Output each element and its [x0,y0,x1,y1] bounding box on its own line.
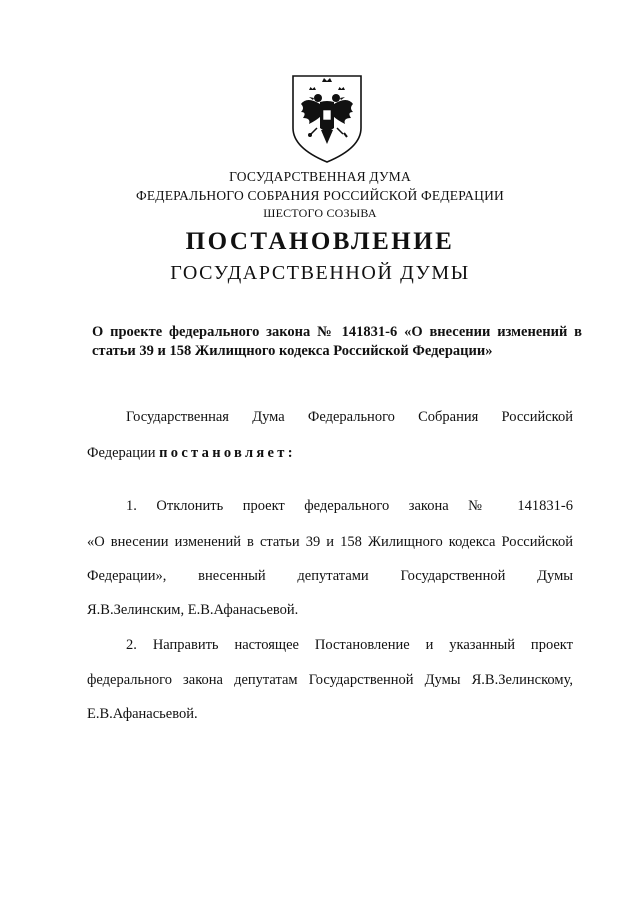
item1-line-4: Я.В.Зелинским, Е.В.Афанасьевой. [87,602,299,618]
header-line-3: ШЕСТОГО СОЗЫВА [263,206,377,220]
header-line-2: ФЕДЕРАЛЬНОГО СОБРАНИЯ РОССИЙСКОЙ ФЕДЕРАЦИИ [136,188,504,203]
header-line-1: ГОСУДАРСТВЕННАЯ ДУМА [229,169,411,184]
subject-line-1: О проекте федерального закона № 141831-6 «О внесении изменений в [92,324,582,340]
coat-of-arms-icon [287,70,367,166]
item2-line-3: Е.В.Афанасьевой. [87,706,198,722]
item1-line-2: «О внесении изменений в статьи 39 и 158 Жилищного кодекса Российской [87,534,573,550]
item2-line-1: 2. Направить настоящее Постановление и указанный проект [126,637,573,653]
preamble-line-1: Государственная Дума Федерального Собрания Российской [126,409,573,425]
preamble-line-2 [87,445,296,462]
document-subtitle: ГОСУДАРСТВЕННОЙ ДУМЫ [170,262,470,284]
document-title: ПОСТАНОВЛЕНИЕ [185,228,455,255]
item2-line-2: федерального закона депутатам Государственной Думы Я.В.Зелинскому, [87,672,573,688]
preamble-verb: постановляет: [159,445,296,461]
subject-line-2: статьи 39 и 158 Жилищного кодекса Российской Федерации» [92,343,493,359]
preamble-prefix: Федерации [87,445,160,461]
item1-line-3: Федерации», внесенный депутатами Государственной Думы [87,568,573,584]
item1-line-1: 1. Отклонить проект федерального закона № 141831-6 [126,498,573,514]
